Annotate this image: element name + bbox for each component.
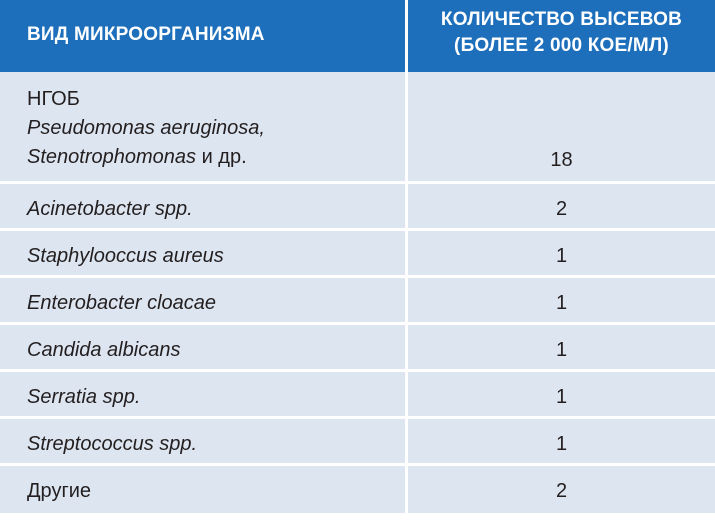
species-cell: Streptococcus spp. (27, 433, 198, 455)
header-count (405, 0, 715, 72)
header-count-line2: (БОЛЕЕ 2 000 КОЕ/МЛ) (454, 35, 669, 56)
count-cell: 18 (405, 72, 715, 181)
count-cell: 1 (405, 325, 715, 369)
species-cell: Другие (27, 480, 92, 502)
count-cell: 1 (405, 231, 715, 275)
species-cell: Acinetobacter spp. (27, 198, 193, 220)
species-group-label: НГОБ (27, 88, 80, 110)
count-cell: 2 (405, 466, 715, 513)
table-row (0, 372, 715, 419)
table-row (0, 466, 715, 513)
header-species: ВИД МИКРООРГАНИЗМА (27, 24, 265, 45)
species-name: Pseudomonas aeruginosa, (27, 117, 265, 139)
species-name-line3 (27, 143, 405, 172)
table-header (0, 0, 715, 72)
species-cell: Staphylooccus aureus (27, 245, 224, 267)
species-name-italic: Stenotrophomonas (27, 146, 197, 168)
count-cell: 1 (405, 372, 715, 416)
table-row (0, 419, 715, 466)
species-cell: Enterobacter cloacae (27, 292, 217, 314)
table-row (0, 231, 715, 278)
table-row (0, 72, 715, 184)
table-row (0, 278, 715, 325)
species-cell: Candida albicans (27, 339, 181, 361)
count-cell: 1 (405, 419, 715, 463)
species-cell (0, 72, 405, 181)
table-row (0, 325, 715, 372)
header-count-line1: КОЛИЧЕСТВО ВЫСЕВОВ (440, 9, 683, 30)
table-body (0, 72, 715, 513)
species-cell: Serratia spp. (27, 386, 141, 408)
species-name-rest: и др. (196, 146, 247, 168)
count-cell: 1 (405, 278, 715, 322)
table-row (0, 184, 715, 231)
count-cell: 2 (405, 184, 715, 228)
